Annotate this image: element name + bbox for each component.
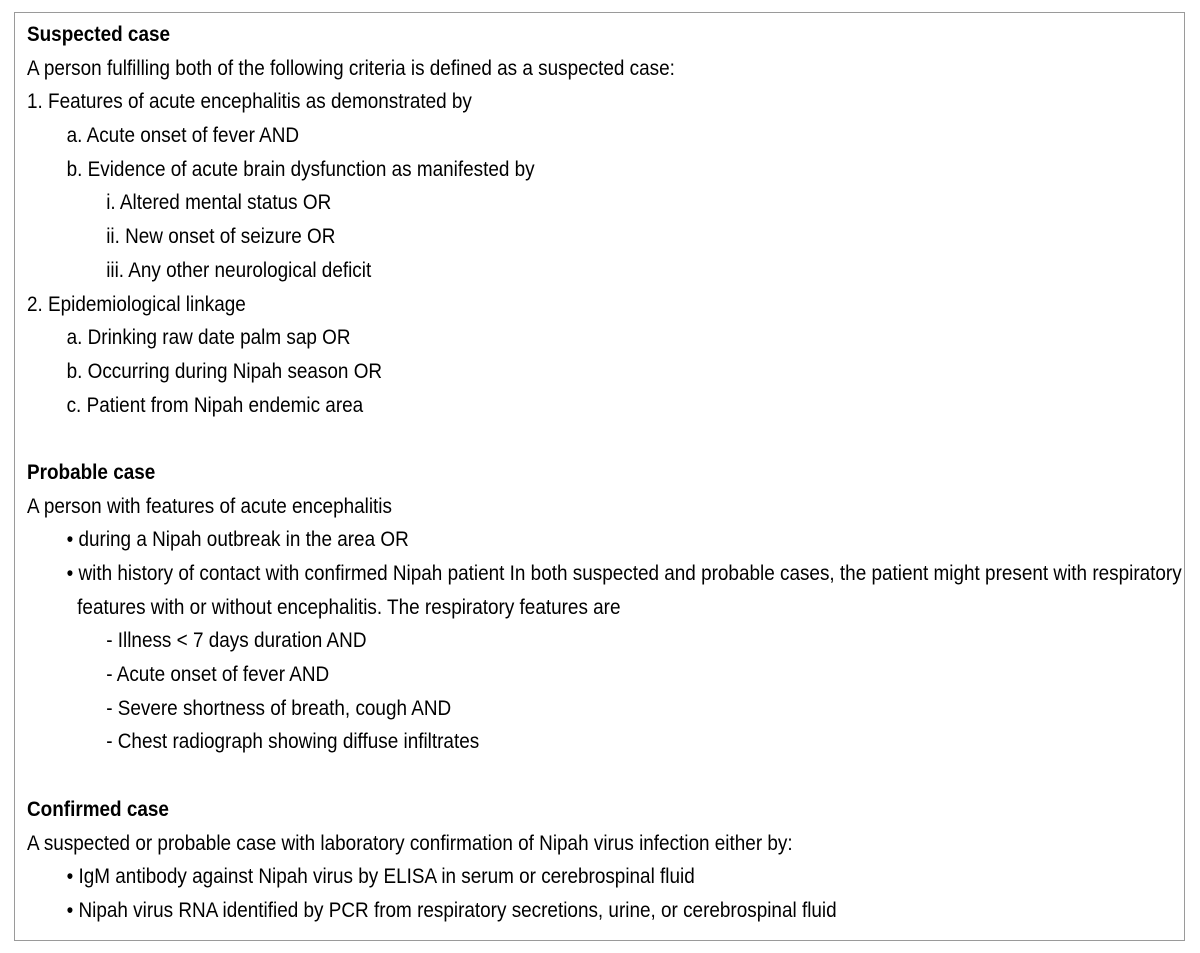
suspected-case-heading: Suspected case (27, 22, 171, 46)
criterion-2a: a. Drinking raw date palm sap OR (66, 325, 351, 350)
confirmed-bullet-pcr: • Nipah virus RNA identified by PCR from respiratory secretions, urine, or cerebrospinal fluid (66, 897, 837, 922)
criterion-1: 1. Features of acute encephalitis as demonstrated by (27, 89, 472, 114)
criterion-1a: a. Acute onset of fever AND (66, 123, 300, 148)
confirmed-case-heading: Confirmed case (27, 796, 169, 821)
case-definition-box (14, 12, 1185, 941)
respiratory-feature-1: - Illness < 7 days duration AND (106, 628, 367, 653)
probable-bullet-contact-text: • with history of contact with confirmed Nipah patient In both suspected and probable cases, the patient might present with respiratory features with or without encephalitis. The respiratory features are (66, 561, 1182, 619)
probable-case-heading: Probable case (27, 459, 156, 484)
probable-case-intro: A person with features of acute encephalitis (27, 493, 392, 518)
respiratory-feature-3: - Severe shortness of breath, cough AND (106, 695, 452, 720)
criterion-2c: c. Patient from Nipah endemic area (66, 392, 364, 417)
criterion-2: 2. Epidemiological linkage (27, 291, 246, 316)
probable-bullet-outbreak: • during a Nipah outbreak in the area OR (66, 527, 409, 552)
criterion-1b-ii: ii. New onset of seizure OR (106, 224, 336, 249)
section-spacer (27, 759, 1184, 793)
respiratory-feature-4: - Chest radiograph showing diffuse infiltrates (106, 729, 480, 754)
confirmed-bullet-igm: • IgM antibody against Nipah virus by ELISA in serum or cerebrospinal fluid (66, 864, 695, 889)
section-spacer (27, 422, 1184, 456)
confirmed-case-intro: A suspected or probable case with laboratory confirmation of Nipah virus infection either by: (27, 830, 793, 855)
suspected-case-intro: A person fulfilling both of the following criteria is defined as a suspected case: (27, 55, 675, 80)
criterion-1b-iii: iii. Any other neurological deficit (106, 257, 372, 282)
respiratory-feature-2: - Acute onset of fever AND (106, 662, 330, 687)
criterion-2b: b. Occurring during Nipah season OR (66, 358, 383, 383)
criterion-1b-i: i. Altered mental status OR (106, 190, 332, 215)
probable-bullet-contact (27, 557, 1184, 624)
criterion-1b: b. Evidence of acute brain dysfunction as manifested by (66, 156, 535, 181)
